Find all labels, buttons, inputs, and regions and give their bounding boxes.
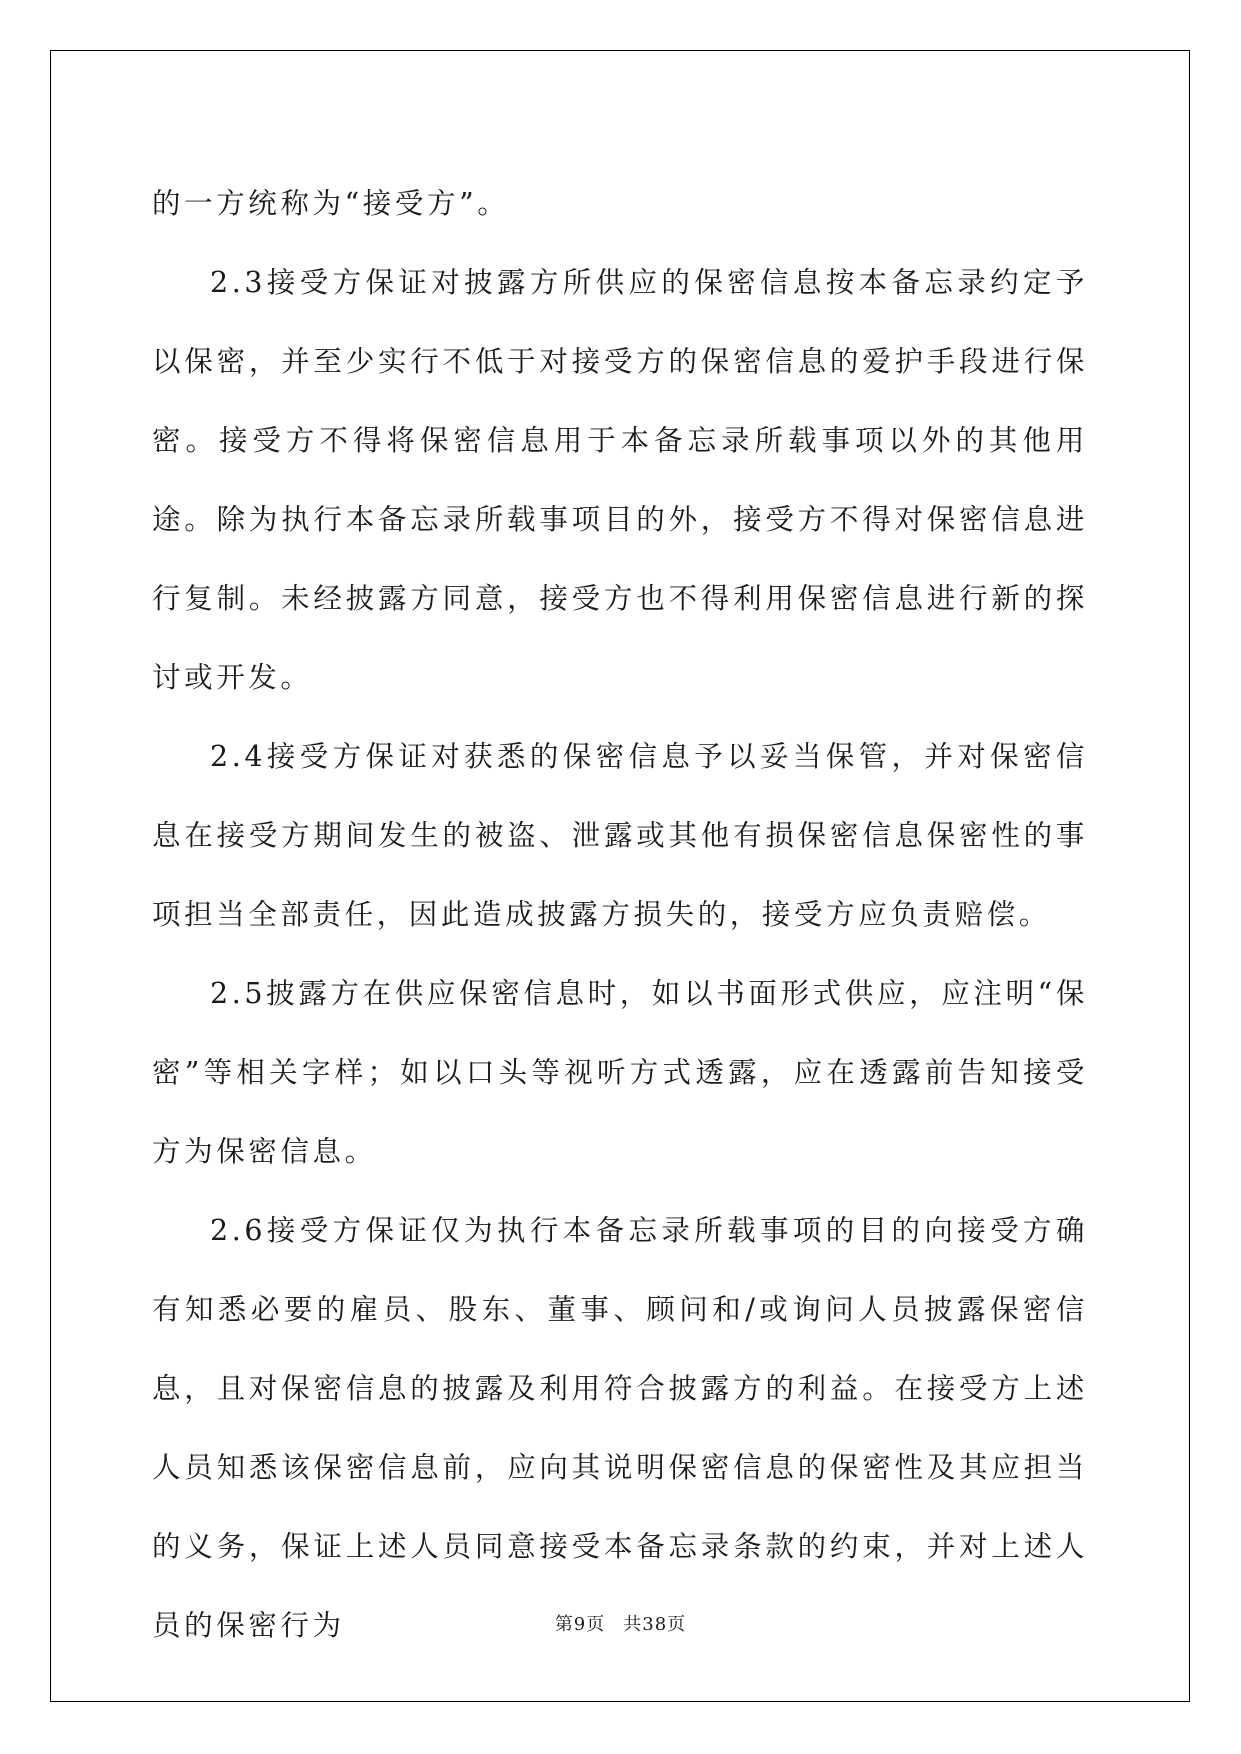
paragraph-2-4: 2.4接受方保证对获悉的保密信息予以妥当保管，并对保密信息在接受方期间发生的被盗、泄露或其他有损保密信息保密性的事项担当全部责任，因此造成披露方损失的，接受方应负责赔偿。 <box>152 740 1088 931</box>
document-body <box>152 164 1088 1665</box>
page-footer <box>0 1610 1241 1636</box>
page-total: 共38页 <box>623 1614 687 1635</box>
page-number: 第9页 <box>554 1614 606 1635</box>
paragraph-continuation: 的一方统称为“接受方”。 <box>152 187 510 220</box>
paragraph-2-5: 2.5披露方在供应保密信息时，如以书面形式供应，应注明“保密”等相关字样；如以口头等视听方式透露，应在透露前告知接受方为保密信息。 <box>152 977 1088 1168</box>
paragraph-2-3: 2.3接受方保证对披露方所供应的保密信息按本备忘录约定予以保密，并至少实行不低于对接受方的保密信息的爱护手段进行保密。接受方不得将保密信息用于本备忘录所载事项以外的其他用途。除为执行本备忘录所载事项目的外，接受方不得对保密信息进行复制。未经披露方同意，接受方也不得利用保密信息进行新的探讨或开发。 <box>152 266 1088 694</box>
paragraph-2-6: 2.6接受方保证仅为执行本备忘录所载事项的目的向接受方确有知悉必要的雇员、股东、董事、顾问和/或询问人员披露保密信息，且对保密信息的披露及利用符合披露方的利益。在接受方上述人员知悉该保密信息前，应向其说明保密信息的保密性及其应担当的义务，保证上述人员同意接受本备忘录条款的约束，并对上述人员的保密行为 <box>152 1214 1088 1642</box>
